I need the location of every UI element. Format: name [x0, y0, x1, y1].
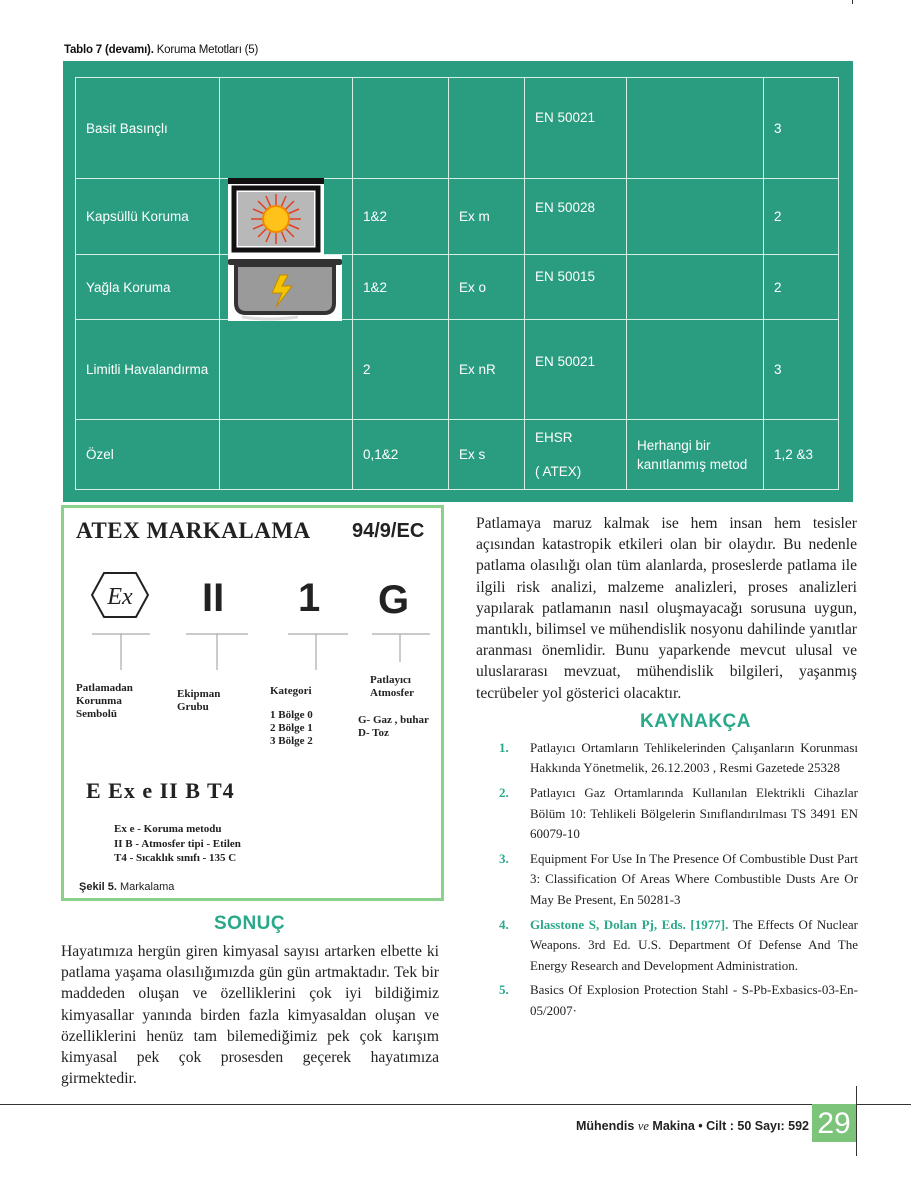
method-name: Limitli Havalandırma — [76, 320, 220, 420]
journal-name-ve: ve — [637, 1119, 649, 1133]
method-note — [627, 255, 764, 320]
category-item: 2 Bölge 1 — [270, 722, 313, 734]
reference-item — [476, 738, 858, 779]
method-icon-cell — [220, 78, 353, 179]
method-name: Özel — [76, 420, 220, 490]
method-standard — [525, 420, 627, 490]
method-standard: EN 50028 — [525, 179, 627, 255]
method-name: Yağla Koruma — [76, 255, 220, 320]
method-code: Ex o — [449, 255, 525, 320]
marking-notes — [114, 822, 241, 866]
reference-text: Patlayıcı Ortamların Tehlikelerinden Çalışanların Korunması Hakkında Yönetmelik, 26.12.2003 , Resmi Gazetede 25328 — [530, 740, 858, 776]
category-list — [270, 709, 313, 748]
reference-number: 1. — [499, 740, 509, 755]
method-category: 1,2 &3 — [764, 420, 839, 490]
label-equipment-group: Ekipman Grubu — [177, 688, 221, 713]
method-note — [627, 179, 764, 255]
marking-note: Ex e - Koruma metodu — [114, 823, 222, 835]
label-atmosphere: Patlayıcı Atmosfer — [370, 674, 414, 699]
corner-mark — [852, 0, 853, 4]
method-code: Ex m — [449, 179, 525, 255]
method-note — [627, 320, 764, 420]
method-icon-cell — [220, 320, 353, 420]
reference-number: 2. — [499, 785, 509, 801]
table-row — [76, 255, 839, 320]
marking-note: II B - Atmosfer tipi - Etilen — [114, 837, 241, 850]
reference-number: 3. — [499, 851, 509, 867]
method-zone: 0,1&2 — [353, 420, 449, 490]
journal-volume: • Cilt : 50 Sayı: 592 — [698, 1119, 809, 1133]
method-note — [627, 78, 764, 179]
ex-hexagon-icon — [90, 570, 150, 625]
method-category: 2 — [764, 255, 839, 320]
label-category: Kategori — [270, 685, 312, 697]
figure-title: ATEX MARKALAMA — [76, 518, 311, 543]
oil-immersion-icon — [228, 255, 342, 321]
method-name: Basit Basınçlı — [76, 78, 220, 179]
reference-text: The Effects Of Nuclear Weapons. 3rd Ed. U.S. Department Of Defense And The Energy Research and Development Administration. — [530, 916, 858, 973]
table-row — [76, 78, 839, 179]
category-item: 3 Bölge 2 — [270, 735, 313, 747]
method-standard-line2: ( ATEX) — [535, 463, 582, 479]
references-heading: KAYNAKÇA — [640, 711, 751, 732]
reference-text: Patlayıcı Gaz Ortamlarında Kullanılan Elektrikli Cihazlar Bölüm 10: Tehlikeli Bölgelerin Sınıflandırılması TS 3491 EN 60079-10 — [530, 785, 858, 842]
references-list — [476, 738, 858, 1026]
method-zone: 2 — [353, 320, 449, 420]
page-number: 29 — [812, 1104, 856, 1142]
label-protection-symbol: Patlamadan Korunma Sembolü — [76, 682, 133, 720]
method-code: Ex nR — [449, 320, 525, 420]
table-row — [76, 420, 839, 490]
figure-caption-bold: Şekil 5. — [79, 881, 117, 893]
footer-rule — [0, 1104, 911, 1105]
conclusion-paragraph: Hayatımıza hergün giren kimyasal sayısı artarken elbette ki patlama yaşama olasılığımızda gün gün artmaktadır. Tek bir maddeden oluşan ve özelliklerini çok iyi bildiğimiz kimyasallar yanında birden fazla kimyasaldan oluşan ve özelliklerini henüz tam bilemediğimiz pek çok karışım kimyasal pek çok prosesden geçerek hayatımıza girmektedir. — [61, 943, 439, 1088]
reference-text: Basics Of Explosion Protection Stahl - S-Pb-Exbasics-03-En-05/2007· — [530, 982, 858, 1018]
method-icon-cell — [220, 420, 353, 490]
atex-marking-figure — [61, 505, 444, 901]
table-row — [76, 320, 839, 420]
methods-grid — [75, 77, 839, 490]
equipment-group-symbol: II — [202, 576, 225, 620]
method-category: 2 — [764, 179, 839, 255]
marking-example: E Ex e II B T4 — [86, 778, 235, 803]
reference-item — [476, 783, 858, 844]
reference-authors: Glasstone S, Dolan Pj, Eds. [1977]. — [530, 916, 729, 932]
ex-symbol-text: Ex — [107, 584, 133, 610]
footer-divider — [856, 1086, 857, 1156]
method-category: 3 — [764, 320, 839, 420]
table-row — [76, 179, 839, 255]
reference-item — [476, 980, 858, 1021]
reference-number: 5. — [499, 982, 509, 998]
atmosphere-symbol: G — [378, 578, 410, 622]
category-symbol: 1 — [298, 576, 321, 620]
journal-name-b: Makina — [652, 1119, 695, 1133]
atmosphere-list — [358, 714, 429, 740]
method-code — [449, 78, 525, 179]
intro-paragraph: Patlamaya maruz kalmak ise hem insan hem tesisler açısından katastropik etkileri olan bir olaydır. Bu nedenle patlama olasılığı olan tüm alanlarda, proseslerde patlama ile ilgili risk analizi, malzeme analizleri, proses analizleri yapılarak patlamanın nasıl oluşmayacağı sorusuna uygun, mantıklı, bilimsel ve mühendislik nosyonu dahilinde yanıtlar aranması önemlidir. Bunu yaparkende mevcut ulusal ve uluslararası mevzuat, mühendislik bilgileri, yaşanmış tecrübeler yol gösterici olacaktır. — [476, 515, 857, 702]
figure-caption-text: Markalama — [119, 881, 175, 893]
method-note: Herhangi bir kanıtlanmış metod — [627, 420, 764, 490]
connector-lines — [64, 628, 441, 678]
method-zone — [353, 78, 449, 179]
marking-note: T4 - Sıcaklık sınıfı - 135 C — [114, 852, 237, 864]
method-zone: 1&2 — [353, 255, 449, 320]
method-name: Kapsüllü Koruma — [76, 179, 220, 255]
protection-methods-table — [63, 61, 853, 502]
journal-name-a: Mühendis — [576, 1119, 635, 1133]
atmosphere-item: G- Gaz , buhar — [358, 714, 429, 726]
method-standard: EN 50021 — [525, 78, 627, 179]
method-standard: EN 50015 — [525, 255, 627, 320]
reference-item — [476, 849, 858, 910]
method-standard: EN 50021 — [525, 320, 627, 420]
conclusion-heading: SONUÇ — [214, 913, 286, 934]
reference-item — [476, 915, 858, 976]
reference-text: Equipment For Use In The Presence Of Combustible Dust Part 3: Classification Of Areas Where Combustible Dusts Are Or May Be Present, En 50281-3 — [530, 851, 858, 907]
method-category: 3 — [764, 78, 839, 179]
method-zone: 1&2 — [353, 179, 449, 255]
encapsulation-icon — [228, 178, 324, 255]
reference-number: 4. — [499, 916, 509, 932]
method-standard-line1: EHSR — [535, 429, 573, 445]
journal-footer — [576, 1119, 809, 1134]
table-caption — [64, 44, 258, 56]
category-item: 1 Bölge 0 — [270, 709, 313, 721]
atmosphere-item: D- Toz — [358, 727, 389, 739]
figure-directive: 94/9/EC — [352, 520, 425, 542]
table-caption-text: Koruma Metotları (5) — [156, 44, 259, 56]
table-caption-bold: Tablo 7 (devamı). — [64, 44, 154, 56]
figure-caption — [79, 881, 174, 893]
method-code: Ex s — [449, 420, 525, 490]
